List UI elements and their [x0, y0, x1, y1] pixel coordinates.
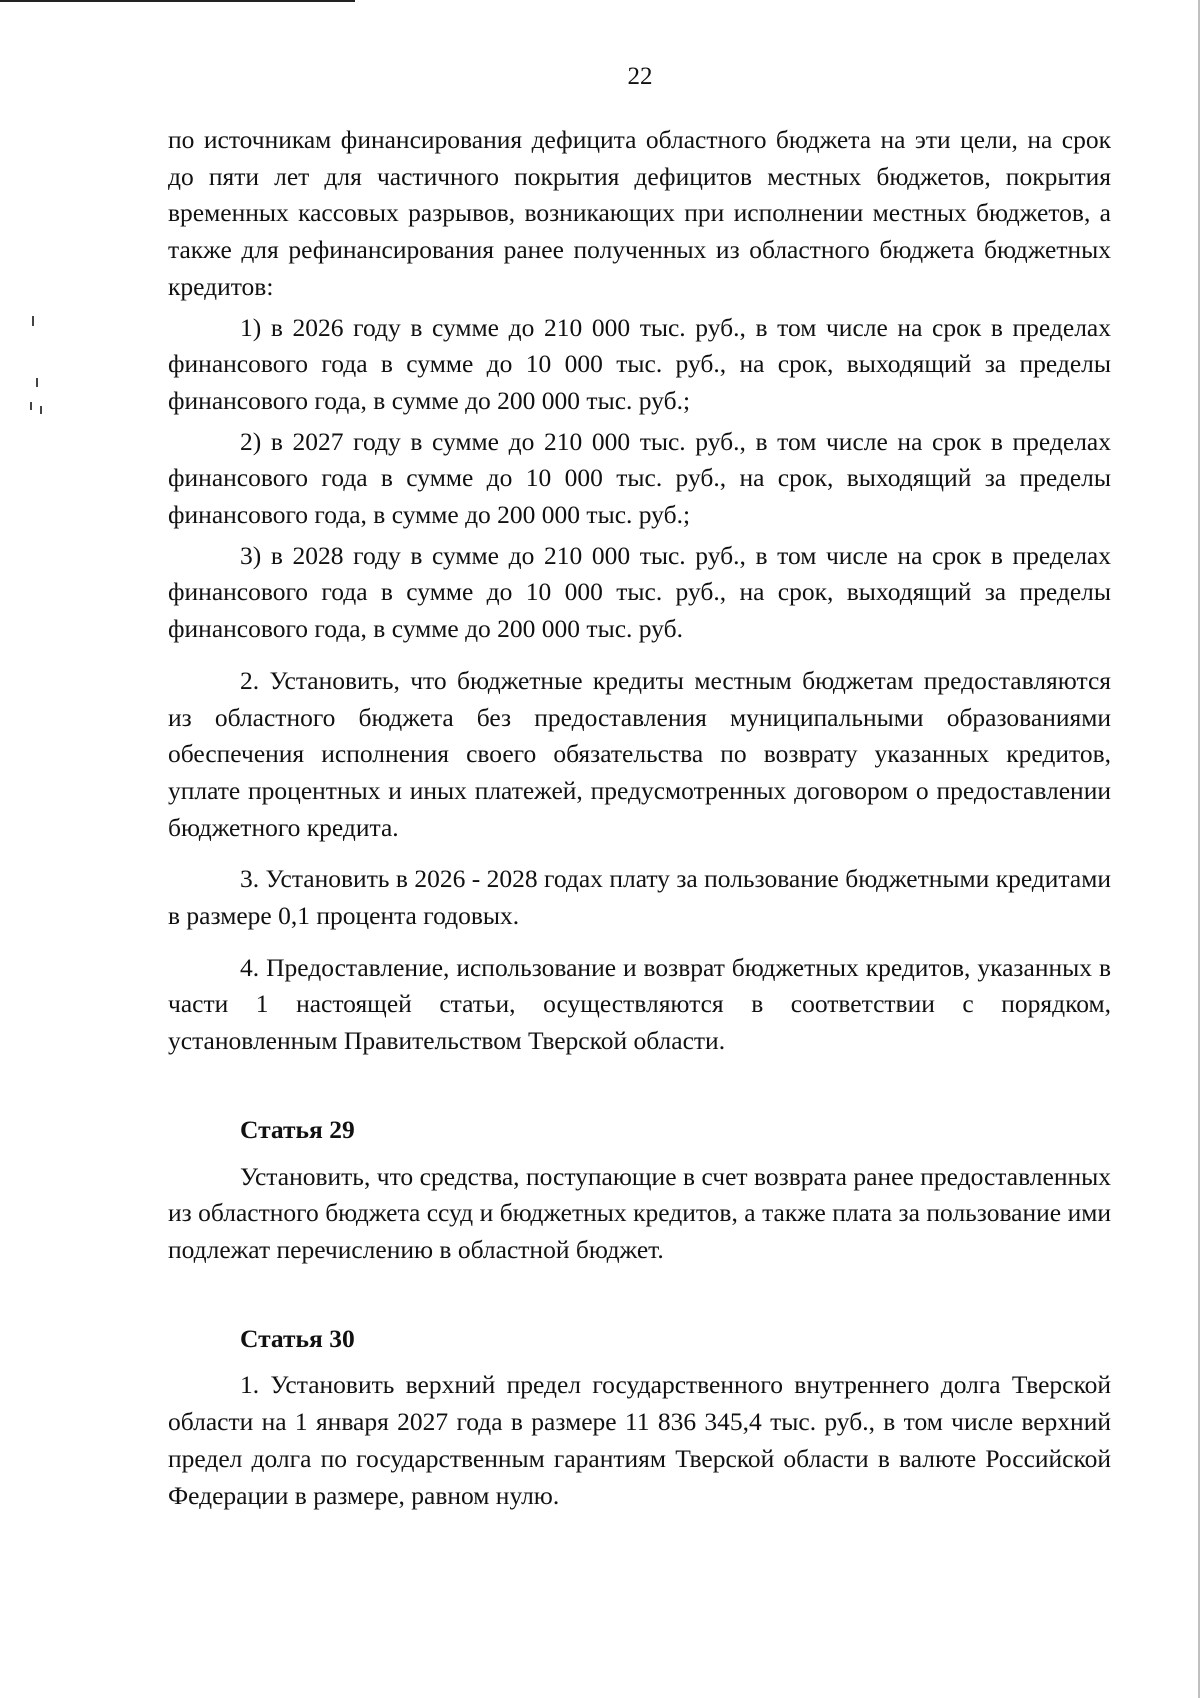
sub-item-1: 1) в 2026 году в сумме до 210 000 тыс. руб., в том числе на срок в пределах финансового года в сумме до 10 000 тыс. руб., на срок, выходящий за пределы финансового года, в сумме до 200 000 тыс. руб.; — [168, 312, 1111, 415]
article-29-text: Установить, что средства, поступающие в счет возврата ранее предоставленных из областного бюджета ссуд и бюджетных кредитов, а также плата за пользование ими подлежат перечислению в областной бюджет. — [168, 1161, 1111, 1264]
clause-2: 2. Установить, что бюджетные кредиты местным бюджетам предоставляются из областного бюджета без предоставления муниципальными образованиями обеспечения исполнения своего обязательства по возврату указанных кредитов, уплате процентных и иных платежей, предусмотренных договором о предоставлении бюджетного кредита. — [168, 665, 1111, 842]
article-29-title: Статья 29 — [240, 1114, 355, 1144]
page-number: 22 — [627, 63, 653, 90]
sub-item-2: 2) в 2027 году в сумме до 210 000 тыс. руб., в том числе на срок в пределах финансового года в сумме до 10 000 тыс. руб., на срок, выходящий за пределы финансового года, в сумме до 200 000 тыс. руб.; — [168, 426, 1111, 530]
sub-item-3: 3) в 2028 году в сумме до 210 000 тыс. руб., в том числе на срок в пределах финансового года в сумме до 10 000 тыс. руб., на срок, выходящий за пределы финансового года, в сумме до 200 000 тыс. руб. — [168, 540, 1111, 644]
scan-speck — [32, 316, 34, 326]
scan-speck — [40, 406, 42, 414]
scan-edge-top — [0, 0, 355, 2]
scan-speck — [30, 402, 32, 410]
clause-4: 4. Предоставление, использование и возврат бюджетных кредитов, указанных в части 1 настоящей статьи, осуществляются в соответствии с порядком, установленным Правительством Тверской области. — [168, 952, 1111, 1056]
intro-paragraph: по источникам финансирования дефицита областного бюджета на эти цели, на срок до пяти лет для частичного покрытия дефицитов местных бюджетов, покрытия временных кассовых разрывов, возникающих при исполнении местных бюджетов, а также для рефинансирования ранее полученных из областного бюджета бюджетных кредитов: — [168, 125, 1111, 301]
article-30-text: 1. Установить верхний предел государственного внутреннего долга Тверской области на 1 января 2027 года в размере 11 836 345,4 тыс. руб., в том числе верхний предел долга по государственным гарантиям Тверской области в валюте Российской Федерации в размере, равном нулю. — [168, 1370, 1111, 1510]
clause-3: 3. Установить в 2026 - 2028 годах плату за пользование бюджетными кредитами в размере 0,1 процента годовых. — [168, 864, 1111, 931]
document-body — [168, 122, 1111, 1514]
article-30-title: Статья 30 — [240, 1323, 355, 1353]
scan-speck — [36, 378, 38, 387]
